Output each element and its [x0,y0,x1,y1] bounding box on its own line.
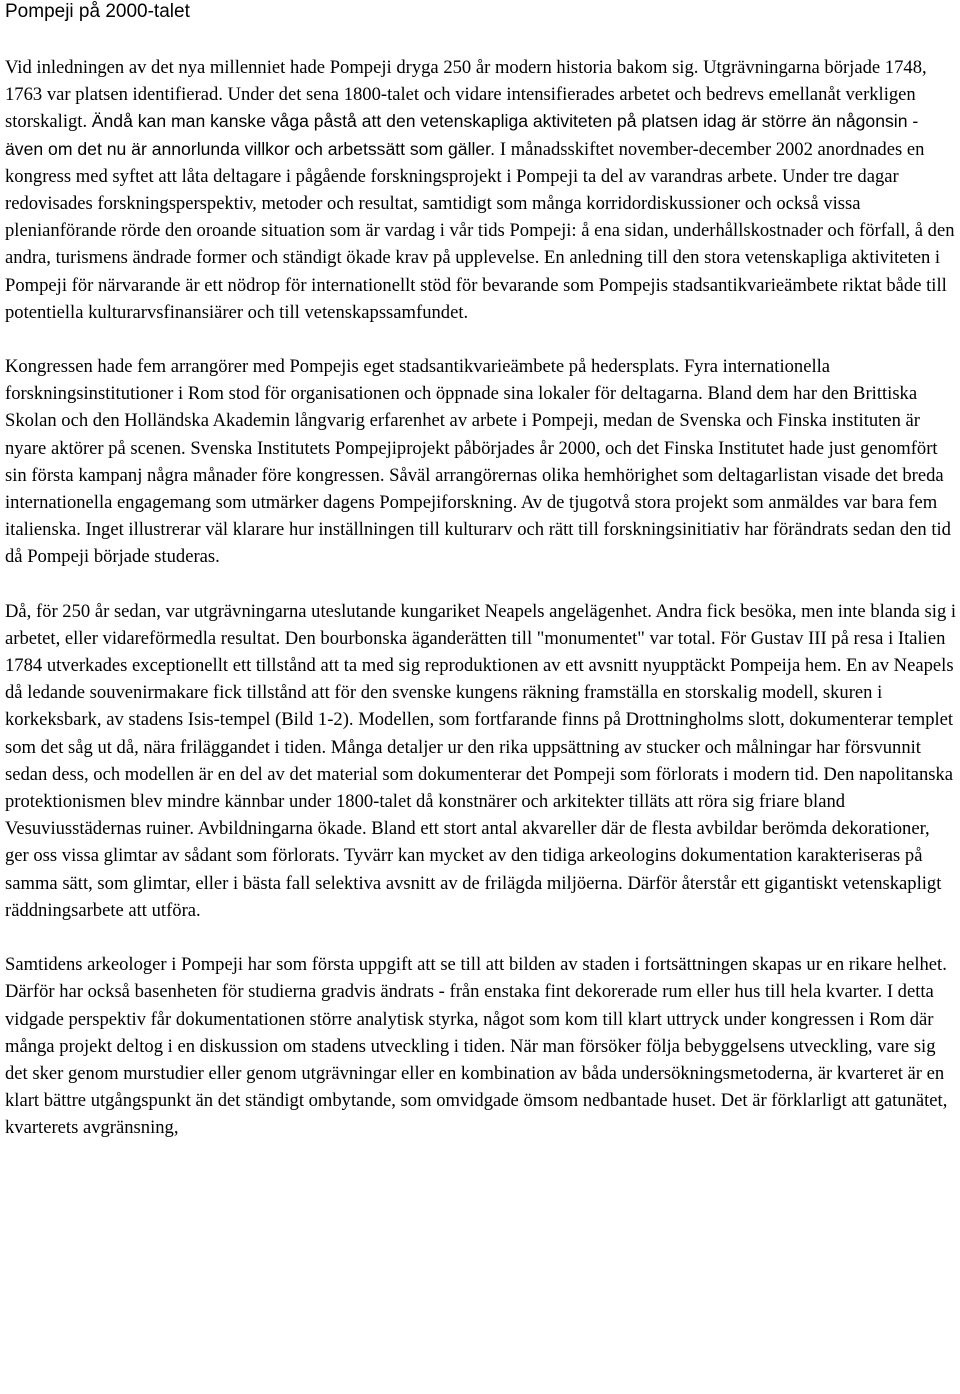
document-title: Pompeji på 2000-talet [5,1,190,22]
paragraph-1 [5,54,957,326]
paragraph-4-text: Samtidens arkeologer i Pompeji har som första uppgift att se till att bilden av staden i fortsättningen skapas ur en rikare helhet. Därför har också basenheten för studierna gradvis ändrats - från enstaka fint dekorerade rum eller hus till hela kvarter. I detta vidgade perspektiv får dokumentationen större analytisk styrka, något som kom till klart uttryck under kongressen i Rom där många projekt deltog i en diskussion om stadens utveckling i tiden. När man försöker följa bebyggelsens utveckling, vare sig det sker genom murstudier eller genom utgrävningar eller en kombination av båda undersökningsmetoderna, är kvarteret är en klart bättre utgångspunkt än det ständigt ombytande, som omvidgade ömsom nedbantade huset. Det är förklarligt att gatunätet, kvarterets avgränsning, [5,954,948,1139]
paragraph-2-text: Kongressen hade fem arrangörer med Pompejis eget stadsantikvarieämbete på hedersplats. Fyra internationella forskningsinstitutioner i Rom stod för organisationen och öppnade sina lokaler för deltagarna. Bland dem har den Brittiska Skolan och den Holländska Akademin långvarig erfarenhet av arbete i Pompeji, medan de Svenska och Finska instituten är nyare aktörer på scenen. Svenska Institutets Pompejiprojekt påbörjades år 2000, och det Finska Institutet hade just genomfört sin första kampanj några månader före kongressen. Såväl arrangörernas olika hemhörighet som deltagarlistan visade det breda internationella engagemang som utmärker dagens Pompejiforskning. Av de tjugotvå stora projekt som anmäldes var bara fem italienska. Inget illustrerar väl klarare hur inställningen till kulturarv och rätt till forskningsinitiativ har förändrats sedan den tid då Pompeji började studeras. [5,356,951,568]
paragraph-2 [5,353,957,571]
paragraph-3 [5,598,957,924]
paragraph-1-text-a: Vid inledningen av det nya millenniet hade Pompeji dryga 250 år modern historia bakom sig. Utgrävningarna började 1748, 1763 var platsen identifierad. Under det sena 1800-talet och vidare intensifierades arbetet och bedrevs emellanåt verkligen storskaligt. [5,57,927,133]
paragraph-4 [5,951,957,1141]
paragraph-3-text: Då, för 250 år sedan, var utgrävningarna uteslutande kungariket Neapels angelägenhet. Andra fick besöka, men inte blanda sig i arbetet, eller vidareförmedla resultat. Den bourbonska äganderätten till "monumentet" var total. För Gustav III på resa i Italien 1784 utverkades exceptionellt ett tillstånd att ta med sig reproduktionen av ett avsnitt nyupptäckt Pompeija hem. En av Neapels då ledande souvenirmakare fick tillstånd att för den svenske kungens räkning framställa en storskalig modell, skuren i korkeksbark, av stadens Isis-tempel (Bild 1-2). Modellen, som fortfarande finns på Drottningholms slott, dokumenterar templet som det såg ut då, nära friläggandet i tiden. Många detaljer ur den rika uppsättning av stucker och målningar har försvunnit sedan dess, och modellen är en del av det material som dokumenterar det Pompeji som förlorats i modern tid. Den napolitanska protektionismen blev mindre kännbar under 1800-talet då konstnärer och arkitekter tilläts att röra sig friare bland Vesuviusstädernas ruiner. Avbildningarna ökade. Bland ett stort antal akvareller där de flesta avbildar berömda dekorationer, ger oss vissa glimtar av sådant som förlorats. Tyvärr kan mycket av den tidiga arkeologins dokumentation karakteriseras på samma sätt, som glimtar, eller i bästa fall selektiva avsnitt av de frilägda miljöerna. Därför återstår ett gigantiskt vetenskapligt räddningsarbete att utföra. [5,600,957,921]
paragraph-1-text-b: Ändå kan man kanske våga påstå att den vetenskapliga aktiviteten på platsen idag är större än någonsin - även om det nu är annorlunda villkor och arbetssätt som gäller. [5,111,919,159]
document-page [5,0,957,1169]
paragraph-1-text-c: I månadsskiftet november-december 2002 anordnades en kongress med syftet att låta deltagare i pågående forskningsprojekt i Pompeji ta del av varandras arbete. Under tre dagar redovisades forskningsperspektiv, metoder och resultat, samtidigt som många korridordiskussioner och också vissa plenianförande rörde den oroande situation som är vardag i vår tids Pompeji: å ena sidan, underhållskostnader och förfall, å den andra, turismens ändrade former och ständigt ökade krav på upplevelse. En anledning till den stora vetenskapliga aktiviteten i Pompeji för närvarande är ett nödrop för internationellt stöd för bevarande som Pompejis stadsantikvarieämbete riktat både till potentiella kulturarvsfinansiärer och till vetenskapssamfundet. [5,138,955,323]
document-body [5,54,957,1142]
